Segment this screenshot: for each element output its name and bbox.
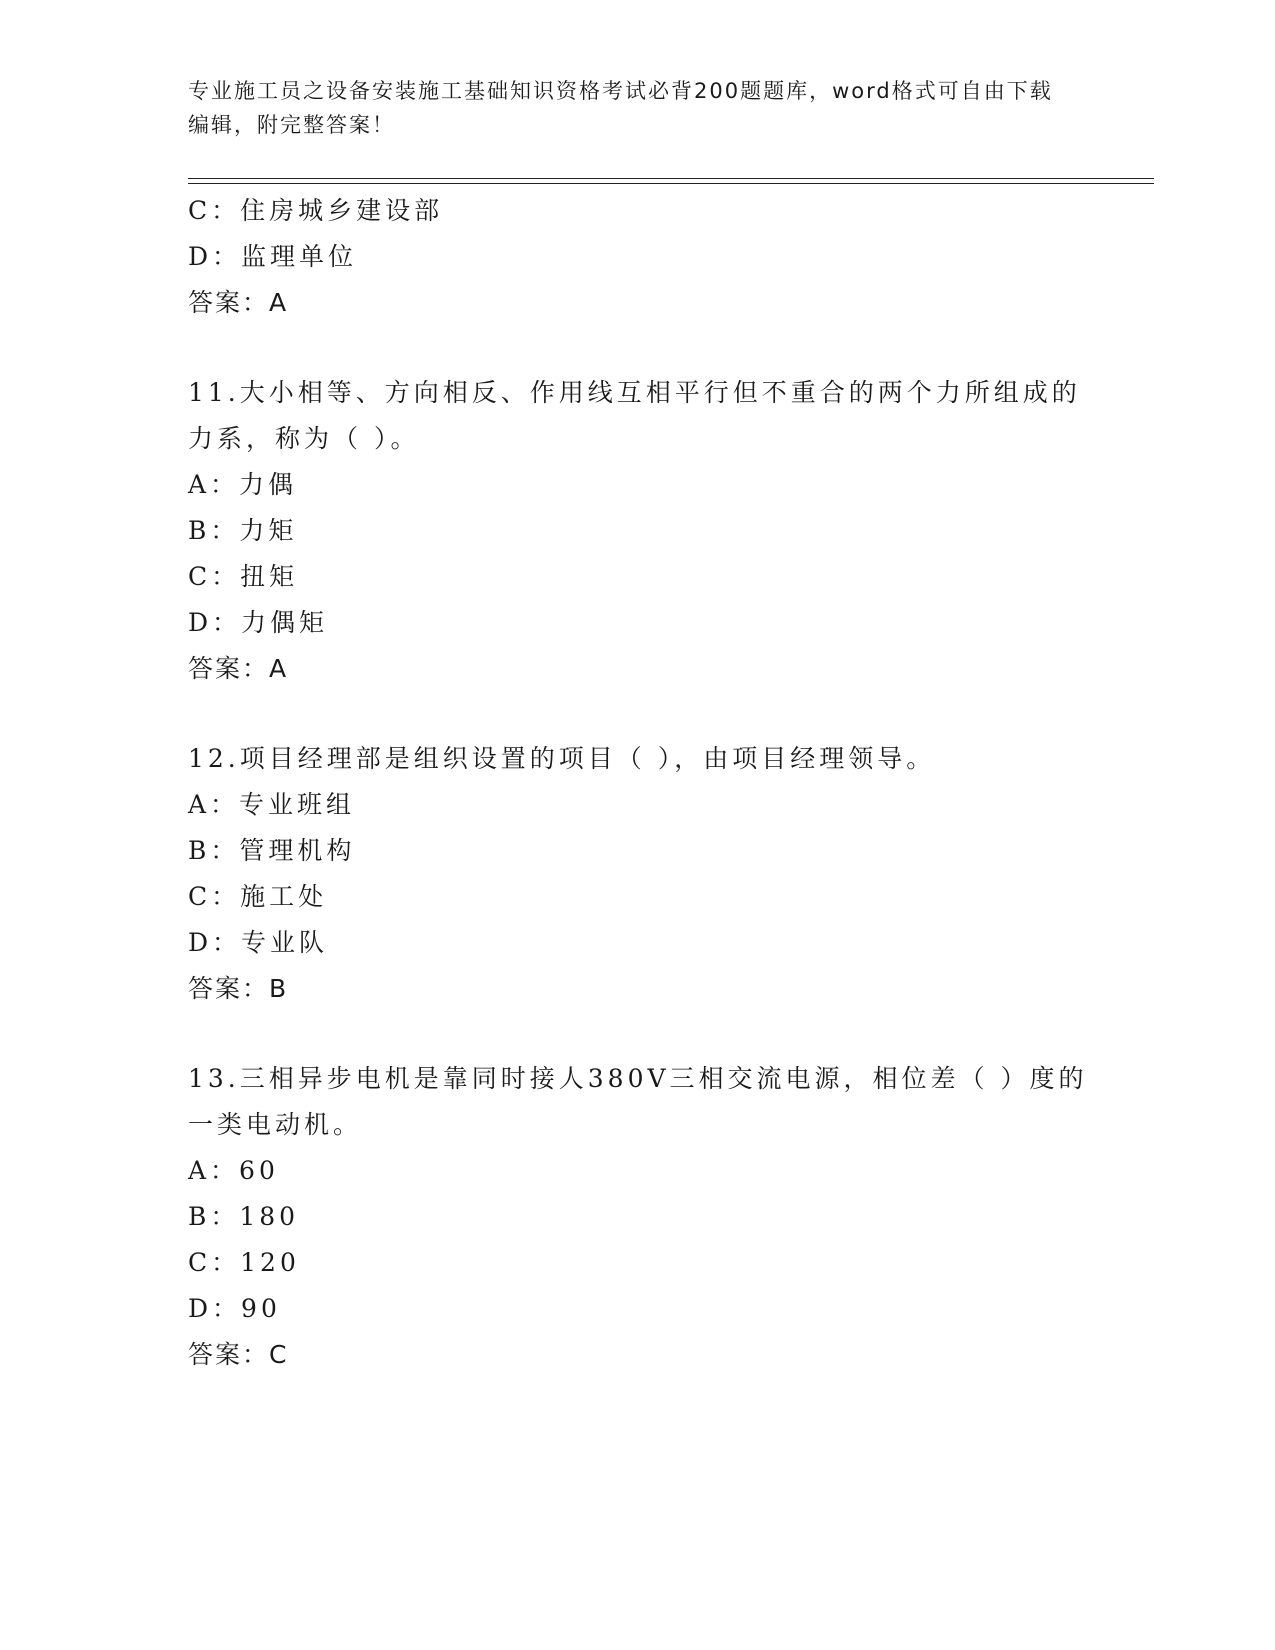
question-stem: 11.大小相等、方向相反、作用线互相平行但不重合的两个力所组成的: [188, 378, 1081, 407]
option-a: A：专业班组: [188, 790, 356, 819]
answer-line: 答案：A: [188, 654, 289, 683]
document-header: 专业施工员之设备安装施工基础知识资格考试必背200题题库，word格式可自由下载编辑，附完整答案！: [188, 79, 1053, 137]
question-stem: 13.三相异步电机是靠同时接人380V三相交流电源，相位差（ ）度的: [188, 1064, 1088, 1093]
answer-line: 答案：B: [188, 974, 289, 1003]
question-10-continuation: [188, 188, 1088, 326]
question-stem: 一类电动机。: [188, 1110, 363, 1139]
question-13: [188, 1056, 1088, 1378]
option-b: B：管理机构: [188, 836, 356, 865]
option-b: B：180: [188, 1202, 300, 1231]
question-stem: 12.项目经理部是组织设置的项目（ ），由项目经理领导。: [188, 744, 936, 773]
option-d: D：监理单位: [188, 242, 358, 271]
option-d: D：90: [188, 1294, 281, 1323]
question-12: [188, 736, 1088, 1012]
question-11: [188, 370, 1088, 692]
question-stem: 力系，称为（ ）。: [188, 424, 420, 453]
option-d: D：力偶矩: [188, 608, 329, 637]
option-a: A：力偶: [188, 470, 298, 499]
option-b: B：力矩: [188, 516, 298, 545]
option-c: C：扭矩: [188, 562, 299, 591]
option-c: C：住房城乡建设部: [188, 196, 444, 225]
header-divider-bottom: [188, 183, 1154, 184]
header-divider-top: [188, 178, 1154, 179]
option-d: D：专业队: [188, 928, 329, 957]
question-list: [188, 188, 1088, 1378]
answer-line: 答案：A: [188, 288, 289, 317]
answer-line: 答案：C: [188, 1340, 289, 1369]
option-a: A：60: [188, 1156, 279, 1185]
option-c: C：120: [188, 1248, 300, 1277]
option-c: C：施工处: [188, 882, 328, 911]
